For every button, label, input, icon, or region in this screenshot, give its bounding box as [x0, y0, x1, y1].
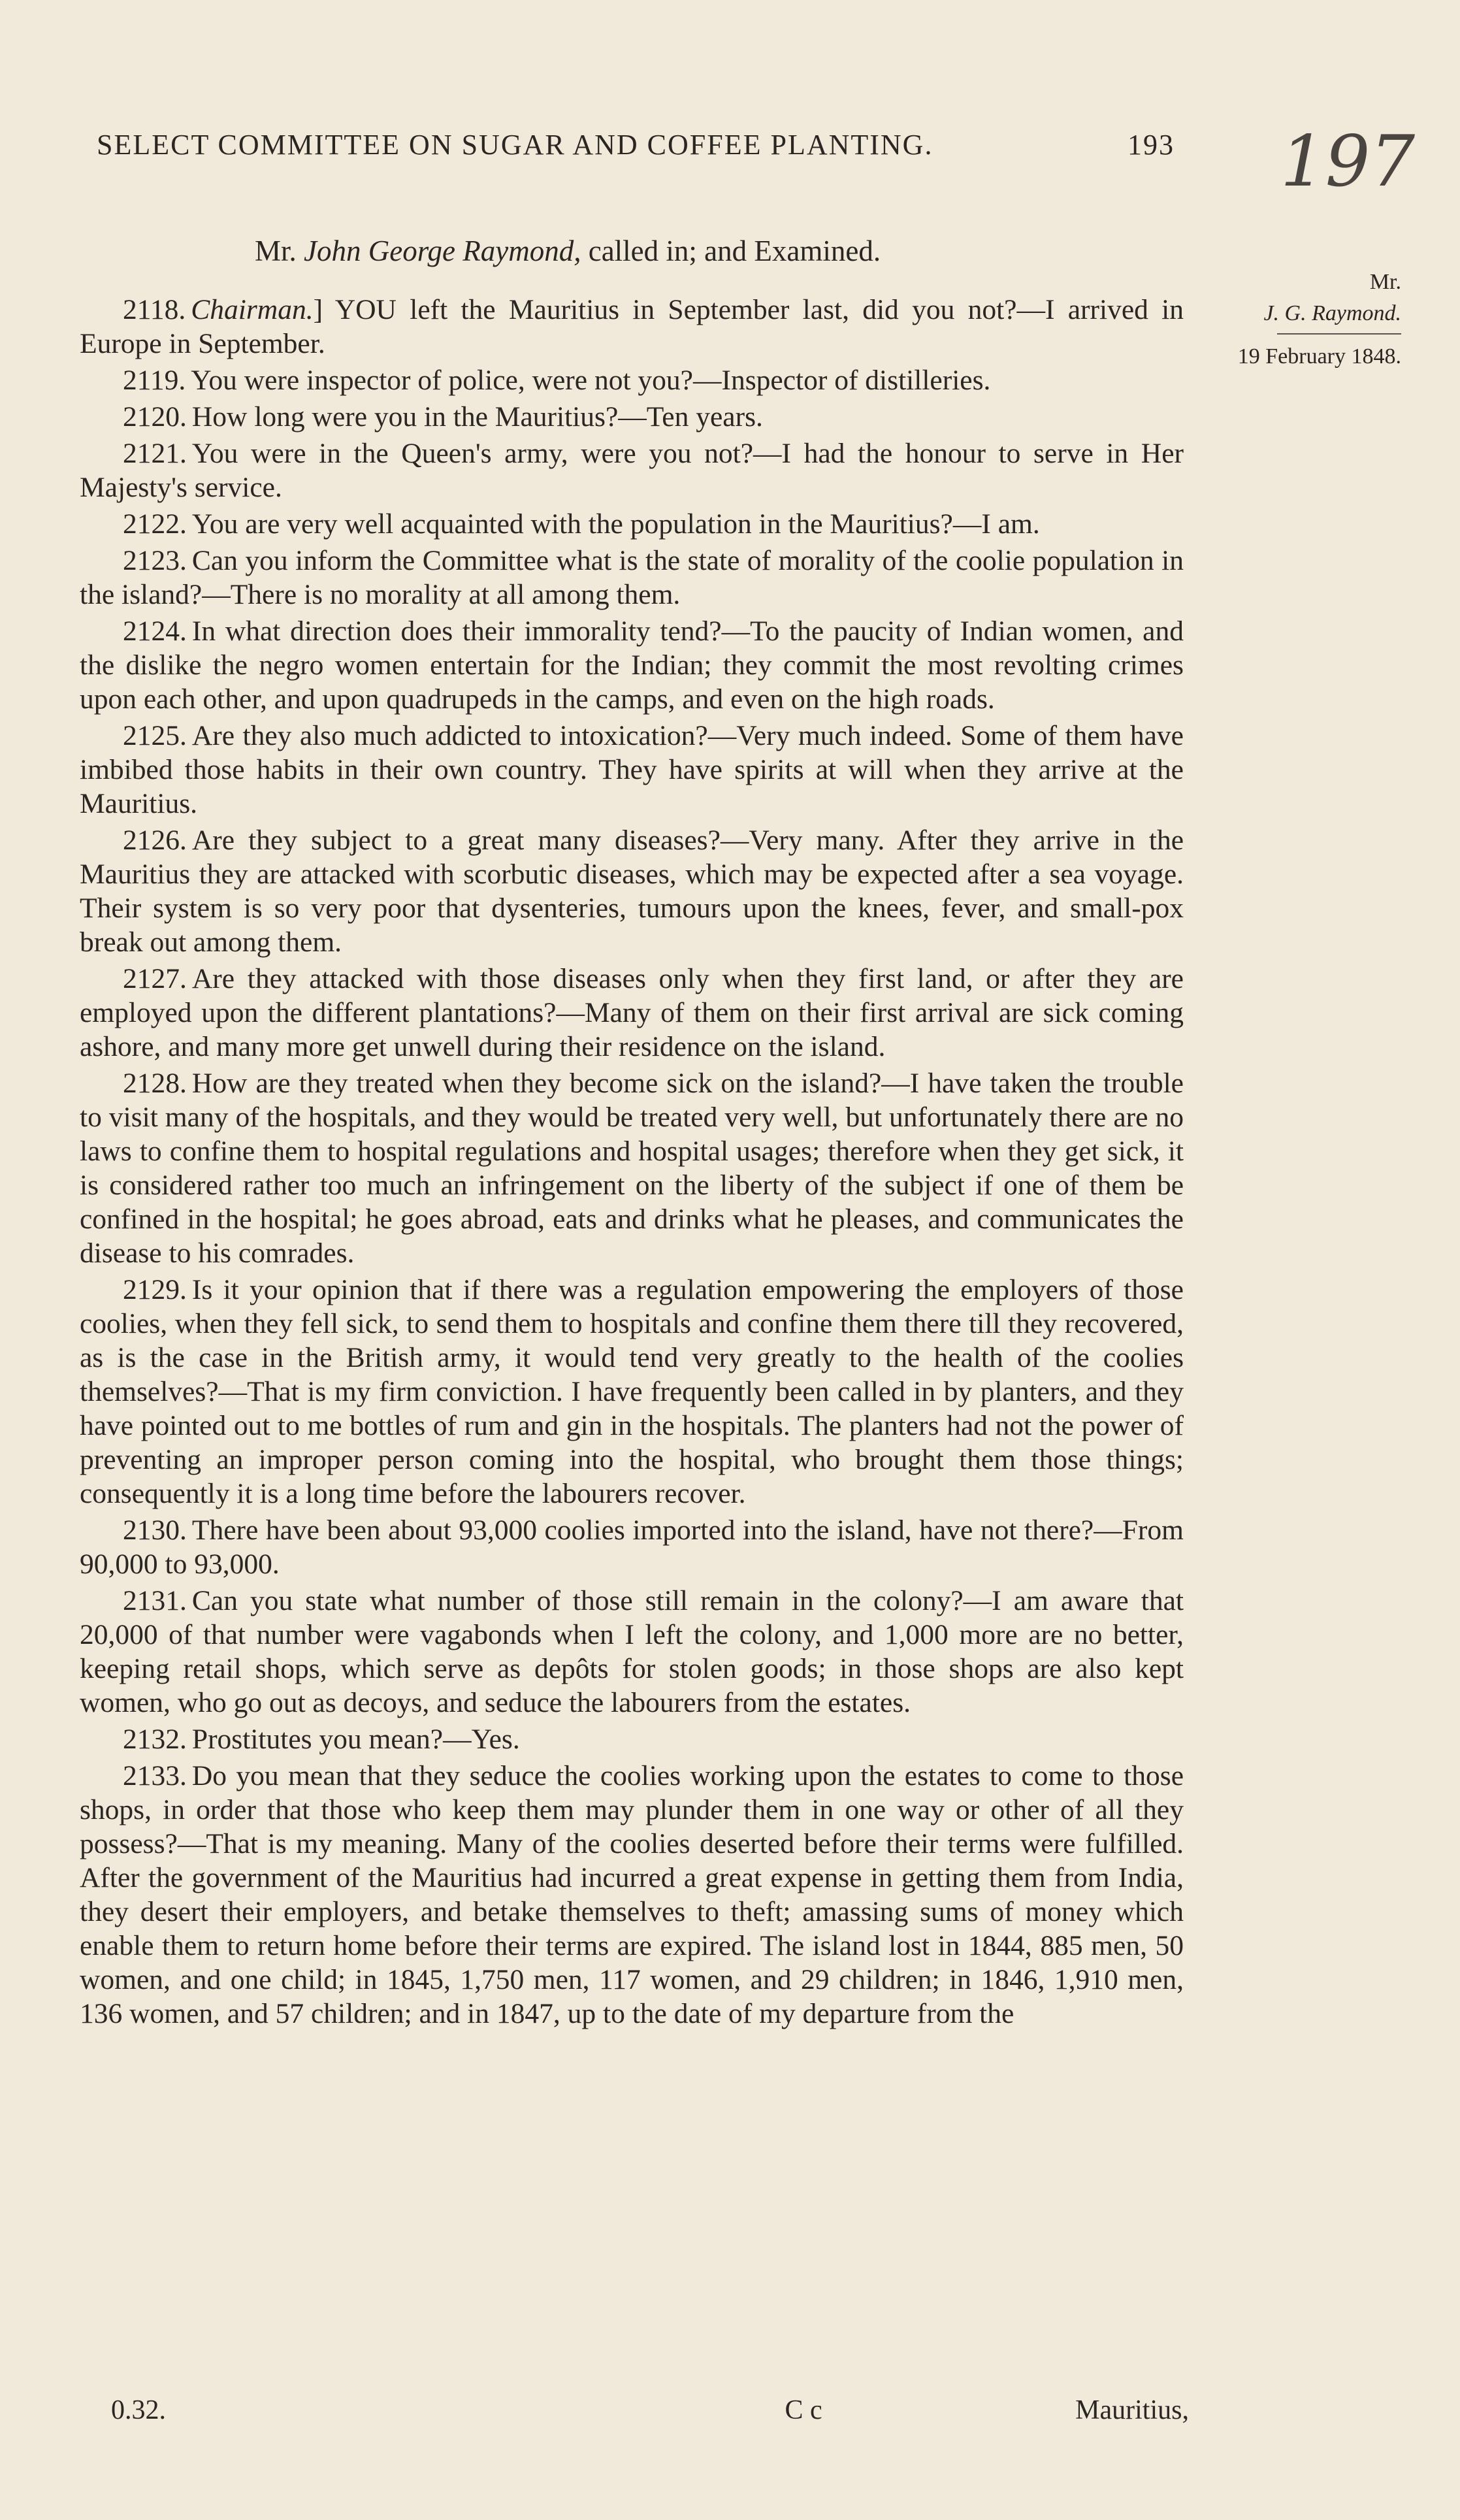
header-title: SELECT COMMITTEE ON SUGAR AND COFFEE PLANTING. [97, 129, 933, 161]
question-number: 2130. [123, 1514, 187, 1546]
question-number: 2123. [123, 545, 187, 576]
question-text: Are they attacked with those diseases only when they first land, or after they are employed upon the different plantations?—Many of them on their first arrival are sick coming ashore, and many more get unwell during their residence on the island. [80, 963, 1184, 1062]
question-text: ] YOU left the Mauritius in September last, did you not?—I arrived in Europe in September. [80, 294, 1184, 359]
question-text: There have been about 93,000 coolies imported into the island, have not there?—From 90,000 to 93,000. [80, 1514, 1184, 1580]
question-number: 2128. [123, 1068, 187, 1099]
margin-date: 19 February 1848. [1237, 344, 1401, 368]
question-text: Do you mean that they seduce the coolies working upon the estates to come to those shops, in order that those who keep them may plunder them in one way or other of all they possess?—That is my meaning. Many of the coolies deserted before their terms were fulfilled. After the government of the Mauritius had incurred a great expense in getting them from India, they desert their employers, and betake themselves to theft; amassing sums of money which enable them to return home before their terms are expired. The island lost in 1844, 885 men, 50 women, and one child; in 1845, 1,750 men, 117 women, and 29 children; in 1846, 1,910 men, 136 women, and 57 children; and in 1847, up to the date of my departure from the [80, 1760, 1184, 2029]
question-2125 [80, 719, 1184, 821]
question-number: 2131. [123, 1585, 187, 1616]
question-number: 2120. [123, 401, 187, 433]
footer-catchword: Mauritius, [1075, 2395, 1189, 2425]
question-text: Are they subject to a great many diseases?—Very many. After they arrive in the Mauritius they are attacked with scorbutic diseases, which may be expected after a sea voyage. Their system is so very poor that dysenteries, tumours upon the knees, fever, and small-pox break out among them. [80, 825, 1184, 958]
margin-title: Mr. [1369, 270, 1401, 294]
question-text: Is it your opinion that if there was a regulation empowering the employers of those coolies, when they fell sick, to send them to hospitals and confine them there till they recovered, as is the case in the British army, it would tend very greatly to the health of the coolies themselves?—That is my firm conviction. I have frequently been called in by planters, and they have pointed out to me bottles of rum and gin in the hospitals. The planters had not the power of preventing an improper person coming into the hospital, who brought them those things; consequently it is a long time before the labourers recover. [80, 1274, 1184, 1509]
question-2130 [80, 1513, 1184, 1581]
witness-name: John George Raymond, [304, 235, 581, 267]
question-number: 2124. [123, 615, 187, 647]
question-text: In what direction does their immorality tend?—To the paucity of Indian women, and the dislike the negro women entertain for the Indian; they commit the most revolting crimes upon each other, and upon quadrupeds in the camps, and even on the high roads. [80, 615, 1184, 715]
question-2122 [80, 507, 1184, 541]
question-number: 2126. [123, 825, 187, 856]
question-number: 2132. [123, 1724, 187, 1755]
question-text: You were in the Queen's army, were you not?—I had the honour to serve in Her Majesty's service. [80, 438, 1184, 503]
footer-paper-number: 0.32. [111, 2395, 166, 2425]
question-number: 2133. [123, 1760, 187, 1792]
witness-suffix: called in; and Examined. [588, 235, 881, 267]
question-2120 [80, 400, 1184, 434]
question-text: Can you state what number of those still remain in the colony?—I am aware that 20,000 of that number were vagabonds when I left the colony, and 1,000 more are no better, keeping retail shops, which serve as depôts for stolen goods; in those shops are also kept women, who go out as decoys, and seduce the labourers from the estates. [80, 1585, 1184, 1718]
question-number: 2129. [123, 1274, 187, 1305]
question-2118 [80, 293, 1184, 361]
question-text: How long were you in the Mauritius?—Ten years. [191, 401, 763, 433]
handwritten-folio: 197 [1280, 121, 1416, 203]
testimony-body [80, 293, 1184, 2033]
margin-name: J. G. Raymond. [1263, 301, 1401, 325]
question-number: 2125. [123, 720, 187, 751]
question-number: 2118. [123, 294, 186, 325]
margin-note [1186, 267, 1401, 372]
question-2119 [80, 363, 1184, 397]
page-number: 193 [1127, 129, 1175, 161]
witness-heading [255, 234, 1104, 268]
question-text: You were inspector of police, were not you?—Inspector of distilleries. [191, 365, 991, 396]
question-2129 [80, 1273, 1184, 1511]
question-2133 [80, 1759, 1184, 2031]
witness-prefix: Mr. [255, 235, 297, 267]
question-number: 2119. [123, 365, 186, 396]
question-text: Can you inform the Committee what is the state of morality of the coolie population in the island?—There is no morality at all among them. [80, 545, 1184, 610]
question-number: 2122. [123, 508, 187, 540]
chairman-label: Chairman. [191, 294, 314, 325]
question-text: You are very well acquainted with the population in the Mauritius?—I am. [191, 508, 1040, 540]
question-2132 [80, 1722, 1184, 1756]
question-number: 2121. [123, 438, 187, 469]
question-2127 [80, 962, 1184, 1064]
footer-signature-mark: C c [785, 2395, 822, 2425]
question-2126 [80, 823, 1184, 959]
question-number: 2127. [123, 963, 187, 994]
question-2128 [80, 1066, 1184, 1270]
question-2121 [80, 436, 1184, 504]
question-2123 [80, 544, 1184, 612]
running-head [97, 128, 1175, 161]
question-2131 [80, 1584, 1184, 1720]
question-2124 [80, 614, 1184, 716]
margin-rule [1277, 333, 1401, 335]
page-footer [111, 2395, 1189, 2426]
question-text: How are they treated when they become sick on the island?—I have taken the trouble to visit many of the hospitals, and they would be treated very well, but unfortunately there are no laws to confine them to hospital regulations and hospital usages; therefore when they get sick, it is considered rather too much an infringement on the liberty of the subject if one of them be confined in the hospital; he goes abroad, eats and drinks what he pleases, and communicates the disease to his comrades. [80, 1068, 1184, 1269]
question-text: Prostitutes you mean?—Yes. [191, 1724, 520, 1755]
question-text: Are they also much addicted to intoxication?—Very much indeed. Some of them have imbibed those habits in their own country. They have spirits at will when they arrive at the Mauritius. [80, 720, 1184, 819]
